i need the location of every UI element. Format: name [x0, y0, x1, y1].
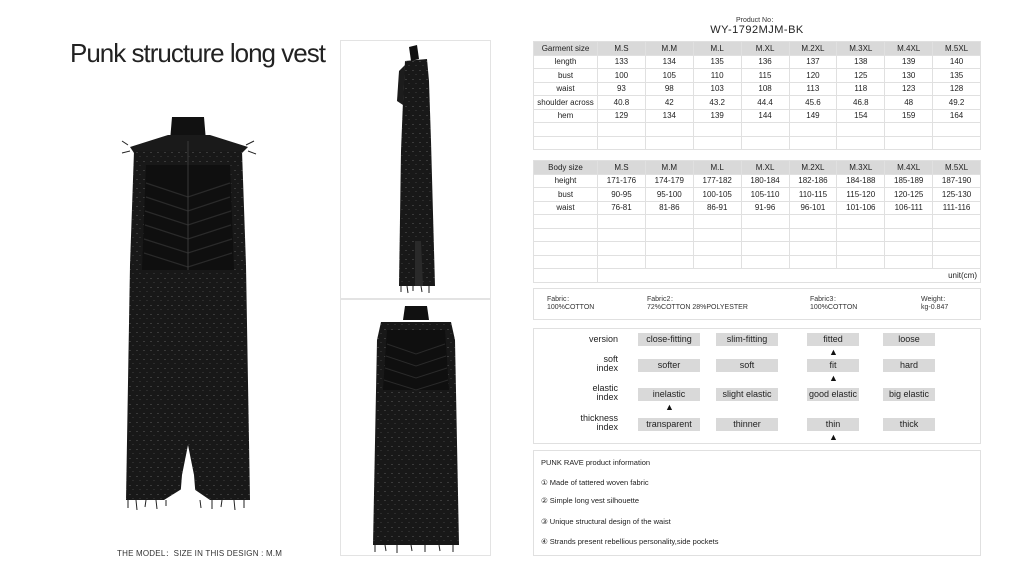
table-cell: 42: [645, 96, 693, 110]
row-label: [534, 255, 598, 269]
table-cell: 140: [933, 55, 981, 69]
row-label: [534, 228, 598, 242]
table-cell: 138: [837, 55, 885, 69]
size-column-header: M.XL: [741, 42, 789, 56]
soft-option: softer: [638, 359, 700, 372]
fabric-2-label: Fabric2：: [647, 296, 678, 303]
info-title: PUNK RAVE product information: [541, 458, 651, 467]
table-cell: [885, 228, 933, 242]
size-column-label: Body size: [534, 161, 598, 175]
table-cell: [789, 228, 837, 242]
table-cell: [693, 255, 741, 269]
table-cell: [933, 136, 981, 150]
table-cell: [933, 228, 981, 242]
table-cell: [885, 136, 933, 150]
weight-value: kg-0.847: [921, 304, 949, 312]
elastic-option: inelastic: [638, 388, 700, 401]
table-cell: [789, 255, 837, 269]
table-row: [534, 228, 981, 242]
table-cell: [645, 123, 693, 137]
table-cell: [741, 123, 789, 137]
table-cell: [789, 242, 837, 256]
version-option: loose: [883, 333, 935, 346]
soft-label-line2: index: [596, 363, 618, 373]
table-row: [534, 82, 981, 96]
fabric-info: [533, 288, 981, 320]
table-cell: 177-182: [693, 174, 741, 188]
soft-label-line1: soft: [603, 354, 618, 364]
size-column-header: M.L: [693, 42, 741, 56]
table-cell: 103: [693, 82, 741, 96]
size-column-header: M.S: [598, 42, 646, 56]
table-cell: [741, 215, 789, 229]
table-cell: 139: [693, 109, 741, 123]
table-cell: 105-110: [741, 188, 789, 202]
table-cell: [837, 123, 885, 137]
product-number: [533, 17, 981, 36]
table-cell: [933, 255, 981, 269]
table-cell: 100: [598, 69, 646, 83]
thickness-index-label: [528, 414, 618, 432]
side-view-photo: [340, 40, 491, 299]
table-cell: 115-120: [837, 188, 885, 202]
soft-option: soft: [716, 359, 778, 372]
table-cell: 110-115: [789, 188, 837, 202]
table-cell: [598, 215, 646, 229]
table-cell: 134: [645, 55, 693, 69]
model-size-note: THE MODEL：SIZE IN THIS DESIGN : M.M: [117, 549, 283, 558]
soft-selected-marker-icon: ▲: [829, 373, 838, 383]
table-row: [534, 69, 981, 83]
table-cell: 139: [885, 55, 933, 69]
table-cell: 123: [885, 82, 933, 96]
table-cell: 180-184: [741, 174, 789, 188]
size-column-header: M.3XL: [837, 42, 885, 56]
table-cell: 120: [789, 69, 837, 83]
row-label: [534, 136, 598, 150]
garment-table-header: [534, 42, 981, 56]
table-cell: 171-176: [598, 174, 646, 188]
table-cell: [789, 136, 837, 150]
table-cell: 105: [645, 69, 693, 83]
size-column-header: M.M: [645, 161, 693, 175]
thickness-label-line2: index: [596, 422, 618, 432]
table-cell: 129: [598, 109, 646, 123]
table-cell: [933, 242, 981, 256]
table-cell: 113: [789, 82, 837, 96]
table-cell: [693, 242, 741, 256]
table-cell: 111-116: [933, 201, 981, 215]
table-row: [534, 109, 981, 123]
table-cell: 93: [598, 82, 646, 96]
table-cell: 44.4: [741, 96, 789, 110]
table-cell: [837, 242, 885, 256]
table-cell: 125-130: [933, 188, 981, 202]
table-cell: 108: [741, 82, 789, 96]
table-row: [534, 215, 981, 229]
soft-option: fit: [807, 359, 859, 372]
table-cell: 125: [837, 69, 885, 83]
info-item: ① Made of tattered woven fabric: [541, 478, 649, 487]
row-label: bust: [534, 188, 598, 202]
feature-index-panel: [533, 328, 981, 444]
info-item: ④ Strands present rebellious personality,side pockets: [541, 537, 719, 546]
version-option: fitted: [807, 333, 859, 346]
table-cell: [741, 136, 789, 150]
table-cell: 137: [789, 55, 837, 69]
elastic-label-line2: index: [596, 392, 618, 402]
table-cell: [837, 215, 885, 229]
table-cell: 174-179: [645, 174, 693, 188]
thickness-selected-marker-icon: ▲: [829, 432, 838, 442]
table-row: [534, 255, 981, 269]
table-cell: 135: [693, 55, 741, 69]
table-cell: 136: [741, 55, 789, 69]
table-cell: [837, 228, 885, 242]
table-cell: [645, 136, 693, 150]
thickness-option: thick: [883, 418, 935, 431]
product-number-value: WY-1792MJM-BK: [710, 24, 804, 36]
product-information: [533, 450, 981, 556]
table-row: [534, 174, 981, 188]
weight: [921, 296, 950, 312]
table-cell: 154: [837, 109, 885, 123]
info-item: ② Simple long vest silhouette: [541, 496, 640, 505]
row-label: length: [534, 55, 598, 69]
elastic-option: good elastic: [808, 389, 858, 399]
table-cell: [885, 215, 933, 229]
table-cell: 120-125: [885, 188, 933, 202]
version-option: close-fitting: [638, 333, 700, 346]
table-row: [534, 269, 981, 283]
table-cell: 43.2: [693, 96, 741, 110]
unit-label: unit(cm): [598, 269, 981, 283]
table-cell: [837, 136, 885, 150]
table-cell: 159: [885, 109, 933, 123]
table-cell: 45.6: [789, 96, 837, 110]
fabric-2-value: 72%COTTON 28%POLYESTER: [647, 304, 748, 312]
table-cell: [645, 228, 693, 242]
table-cell: [693, 215, 741, 229]
front-view-photo: [100, 105, 275, 540]
size-column-header: M.2XL: [789, 161, 837, 175]
table-cell: [693, 136, 741, 150]
row-label: waist: [534, 82, 598, 96]
table-cell: 133: [598, 55, 646, 69]
table-row: [534, 242, 981, 256]
fabric-1: [547, 296, 594, 312]
table-cell: 128: [933, 82, 981, 96]
table-cell: 49.2: [933, 96, 981, 110]
table-cell: [693, 228, 741, 242]
table-cell: [741, 255, 789, 269]
product-number-label: Product No：: [735, 17, 779, 24]
thickness-option: thin: [807, 418, 859, 431]
fabric-1-label: Fabric：: [547, 296, 574, 303]
table-cell: 185-189: [885, 174, 933, 188]
info-item: ③ Unique structural design of the waist: [541, 517, 671, 526]
table-cell: [789, 123, 837, 137]
row-label: shoulder across: [534, 96, 598, 110]
size-column-header: M.S: [598, 161, 646, 175]
page-title: Punk structure long vest: [70, 38, 325, 68]
row-label: waist: [534, 201, 598, 215]
table-cell: [933, 215, 981, 229]
thickness-option: thinner: [716, 418, 778, 431]
table-cell: [598, 255, 646, 269]
table-cell: [885, 255, 933, 269]
table-cell: [741, 228, 789, 242]
table-cell: 115: [741, 69, 789, 83]
size-column-header: M.2XL: [789, 42, 837, 56]
body-size-table: [533, 160, 981, 283]
table-row: [534, 136, 981, 150]
size-column-header: M.M: [645, 42, 693, 56]
elastic-label-line1: elastic: [592, 383, 618, 393]
size-column-header: M.4XL: [885, 42, 933, 56]
size-column-header: M.5XL: [933, 161, 981, 175]
fabric-1-value: 100%COTTON: [547, 304, 595, 312]
table-cell: [933, 123, 981, 137]
version-selected-marker-icon: ▲: [829, 347, 838, 357]
table-cell: 130: [885, 69, 933, 83]
table-cell: 184-188: [837, 174, 885, 188]
table-cell: 106-111: [885, 201, 933, 215]
table-row: [534, 123, 981, 137]
table-cell: 98: [645, 82, 693, 96]
table-cell: 164: [933, 109, 981, 123]
table-cell: 118: [837, 82, 885, 96]
size-column-label: Garment size: [534, 42, 598, 56]
table-cell: 46.8: [837, 96, 885, 110]
table-cell: 135: [933, 69, 981, 83]
row-label: [534, 242, 598, 256]
table-cell: 101-106: [837, 201, 885, 215]
size-column-header: M.4XL: [885, 161, 933, 175]
table-cell: 40.8: [598, 96, 646, 110]
table-cell: 134: [645, 109, 693, 123]
size-column-header: M.XL: [741, 161, 789, 175]
size-column-header: M.L: [693, 161, 741, 175]
size-column-header: M.5XL: [933, 42, 981, 56]
table-cell: [598, 242, 646, 256]
table-cell: 144: [741, 109, 789, 123]
version-label: version: [588, 334, 618, 344]
soft-option: hard: [883, 359, 935, 372]
table-cell: [598, 123, 646, 137]
table-cell: [885, 123, 933, 137]
elastic-option: slight elastic: [716, 388, 778, 401]
table-cell: [645, 242, 693, 256]
table-cell: [837, 255, 885, 269]
thickness-label-line1: thickness: [580, 413, 618, 423]
table-cell: 86-91: [693, 201, 741, 215]
table-cell: 182-186: [789, 174, 837, 188]
table-cell: 96-101: [789, 201, 837, 215]
table-cell: [693, 123, 741, 137]
thickness-option: transparent: [638, 418, 700, 431]
table-cell: 90-95: [598, 188, 646, 202]
garment-size-table: [533, 41, 981, 150]
body-table-header: [534, 161, 981, 175]
table-cell: [741, 242, 789, 256]
table-cell: [534, 269, 598, 283]
table-cell: 81-86: [645, 201, 693, 215]
elastic-option: big elastic: [883, 388, 935, 401]
table-cell: [645, 215, 693, 229]
version-option: slim-fitting: [716, 333, 778, 346]
table-cell: 95-100: [645, 188, 693, 202]
table-cell: [598, 136, 646, 150]
table-row: [534, 188, 981, 202]
table-cell: 110: [693, 69, 741, 83]
row-label: bust: [534, 69, 598, 83]
table-cell: 76-81: [598, 201, 646, 215]
table-row: [534, 55, 981, 69]
fabric-3: [810, 296, 857, 312]
row-label: hem: [534, 109, 598, 123]
soft-index-label: [528, 355, 618, 373]
table-cell: [645, 255, 693, 269]
weight-label: Weight：: [921, 296, 950, 303]
table-row: [534, 96, 981, 110]
row-label: [534, 215, 598, 229]
table-cell: 100-105: [693, 188, 741, 202]
size-column-header: M.3XL: [837, 161, 885, 175]
table-cell: 48: [885, 96, 933, 110]
row-label: [534, 123, 598, 137]
elastic-index-label: [528, 384, 618, 402]
table-row: [534, 201, 981, 215]
table-cell: 187-190: [933, 174, 981, 188]
table-cell: 149: [789, 109, 837, 123]
fabric-3-value: 100%COTTON: [810, 304, 858, 312]
table-cell: 91-96: [741, 201, 789, 215]
back-view-photo: [340, 299, 491, 556]
fabric-2: [647, 296, 748, 312]
row-label: height: [534, 174, 598, 188]
elastic-selected-marker-icon: ▲: [665, 402, 674, 412]
table-cell: [789, 215, 837, 229]
table-cell: [885, 242, 933, 256]
fabric-3-label: Fabric3：: [810, 296, 841, 303]
table-cell: [598, 228, 646, 242]
